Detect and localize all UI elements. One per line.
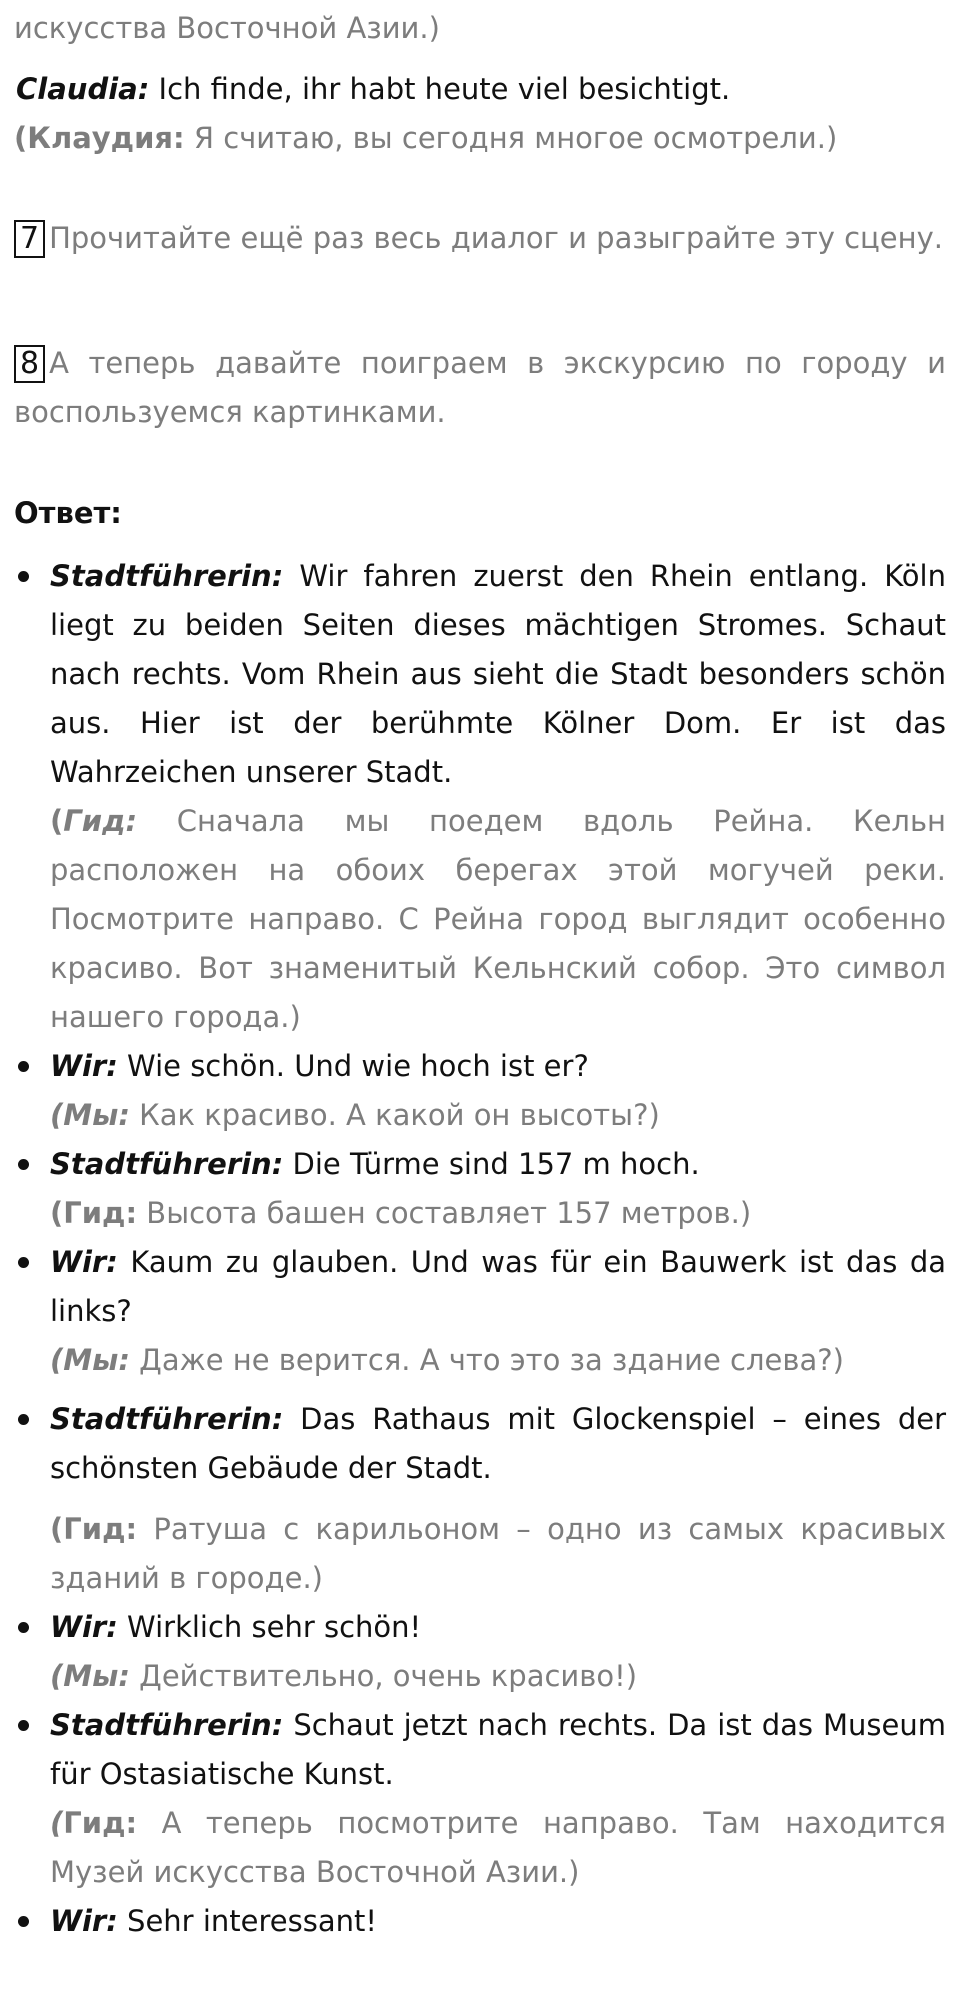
speaker-ru: (Гид: — [50, 1196, 138, 1230]
translation-text: Как красиво. А какой он высоты?) — [139, 1098, 660, 1132]
translation-text: Сначала мы поедем вдоль Рейна. Кельн расположен на обоих берегах этой могучей реки. Посмотрите направо. С Рейна город выглядит особенно красиво. Вот знаменитый Кельнский собор. Это символ нашего города.) — [50, 804, 947, 1034]
task-8 — [14, 339, 946, 437]
list-item — [14, 1701, 946, 1897]
speaker: Wir: — [50, 1904, 118, 1938]
speaker: Wir: — [50, 1610, 118, 1644]
dialog-text: Das Rathaus mit Glockenspiel – eines der schönsten Gebäude der Stadt. — [50, 1402, 947, 1485]
dialog-text: Die Türme sind 157 m hoch. — [292, 1147, 700, 1181]
dialog-text: Sehr interessant! — [127, 1904, 377, 1938]
speaker: Stadtführerin: — [50, 559, 284, 593]
translation-text: А теперь посмотрите направо. Там находится Музей искусства Восточной Азии.) — [50, 1806, 946, 1889]
dialog-text: Wirklich sehr schön! — [127, 1610, 422, 1644]
dialog-text: Schaut jetzt nach rechts. Da ist das Museum für Ostasiatische Kunst. — [50, 1708, 946, 1791]
claudia-translation — [14, 114, 946, 163]
dialog-text: Wie schön. Und wie hoch ist er? — [127, 1049, 589, 1083]
list-item — [14, 1042, 946, 1140]
speaker-ru: Гид: — [63, 1512, 138, 1546]
translation-text: Высота башен составляет 157 метров.) — [146, 1196, 752, 1230]
dialog-line-ru — [50, 1652, 946, 1701]
speaker: Wir: — [50, 1049, 118, 1083]
translation-text: Ратуша с карильоном – одно из самых красивых зданий в городе.) — [50, 1512, 947, 1595]
dialog-line-de — [50, 1042, 946, 1091]
speaker: Stadtführerin: — [50, 1708, 284, 1742]
list-item — [14, 1603, 946, 1701]
open-paren: ( — [50, 1806, 64, 1840]
speaker-claudia-ru: (Клаудия: — [14, 121, 185, 155]
dialog-line-ru — [50, 1091, 946, 1140]
dialog-line-ru — [50, 1799, 946, 1897]
dialog-text: Wir fahren zuerst den Rhein entlang. Köln liegt zu beiden Seiten dieses mächtigen Stromes. Schaut nach rechts. Vom Rhein aus sieht die Stadt besonders schön aus. Hier ist der berühmte Kölner Dom. Er ist das Wahrzeichen unserer Stadt. — [50, 559, 946, 789]
open-paren: ( — [50, 804, 64, 838]
speaker-ru: Гид: — [63, 1806, 138, 1840]
dialog-line-de — [50, 1603, 946, 1652]
speaker-ru: Гид: — [63, 804, 138, 838]
open-paren: ( — [50, 1512, 64, 1546]
dialog-line-de — [50, 1897, 946, 1946]
list-item — [14, 1140, 946, 1238]
list-item — [14, 552, 946, 1042]
answer-heading: Ответ: — [14, 496, 122, 530]
open-paren: ( — [50, 1098, 64, 1132]
list-item — [14, 1395, 946, 1603]
document-page — [0, 4, 960, 2004]
task-8-text: А теперь давайте поиграем в экскурсию по городу и воспользуемся картинками. — [14, 346, 946, 429]
speaker: Stadtführerin: — [50, 1147, 284, 1181]
list-item — [14, 1897, 946, 1946]
claudia-text: Ich finde, ihr habt heute viel besichtigt. — [158, 72, 731, 106]
speaker-ru: Мы: — [63, 1098, 130, 1132]
dialog-line-de — [50, 1238, 946, 1336]
dialog-line-ru — [50, 1505, 946, 1603]
task-7-text: Прочитайте ещё раз весь диалог и разыграйте эту сцену. — [49, 221, 943, 255]
speaker-ru: Мы: — [63, 1343, 130, 1377]
claudia-line — [14, 65, 946, 114]
dialog-list — [14, 552, 946, 1946]
task-7 — [14, 214, 946, 263]
dialog-line-ru — [50, 1336, 946, 1385]
translation-text: Действительно, очень красиво!) — [139, 1659, 638, 1693]
translation-text: Даже не верится. А что это за здание слева?) — [139, 1343, 844, 1377]
dialog-line-de — [50, 1140, 946, 1189]
dialog-line-de — [50, 1701, 946, 1799]
list-item — [14, 1238, 946, 1385]
speaker: Wir: — [50, 1245, 118, 1279]
task-number-8: 8 — [14, 345, 45, 383]
previous-translation-tail: искусства Восточной Азии.) — [14, 11, 440, 45]
speaker-claudia: Claudia: — [16, 72, 150, 106]
dialog-line-ru — [50, 1189, 946, 1238]
speaker: Stadtführerin: — [50, 1402, 284, 1436]
dialog-text: Kaum zu glauben. Und was für ein Bauwerk ist das da links? — [50, 1245, 946, 1328]
open-paren: ( — [50, 1659, 64, 1693]
speaker-ru: Мы: — [63, 1659, 130, 1693]
dialog-line-ru — [50, 797, 946, 1042]
dialog-line-de — [50, 552, 946, 797]
task-number-7: 7 — [14, 220, 45, 258]
open-paren: ( — [50, 1343, 64, 1377]
claudia-translation-text: Я считаю, вы сегодня многое осмотрели.) — [193, 121, 838, 155]
dialog-line-de — [50, 1395, 946, 1493]
